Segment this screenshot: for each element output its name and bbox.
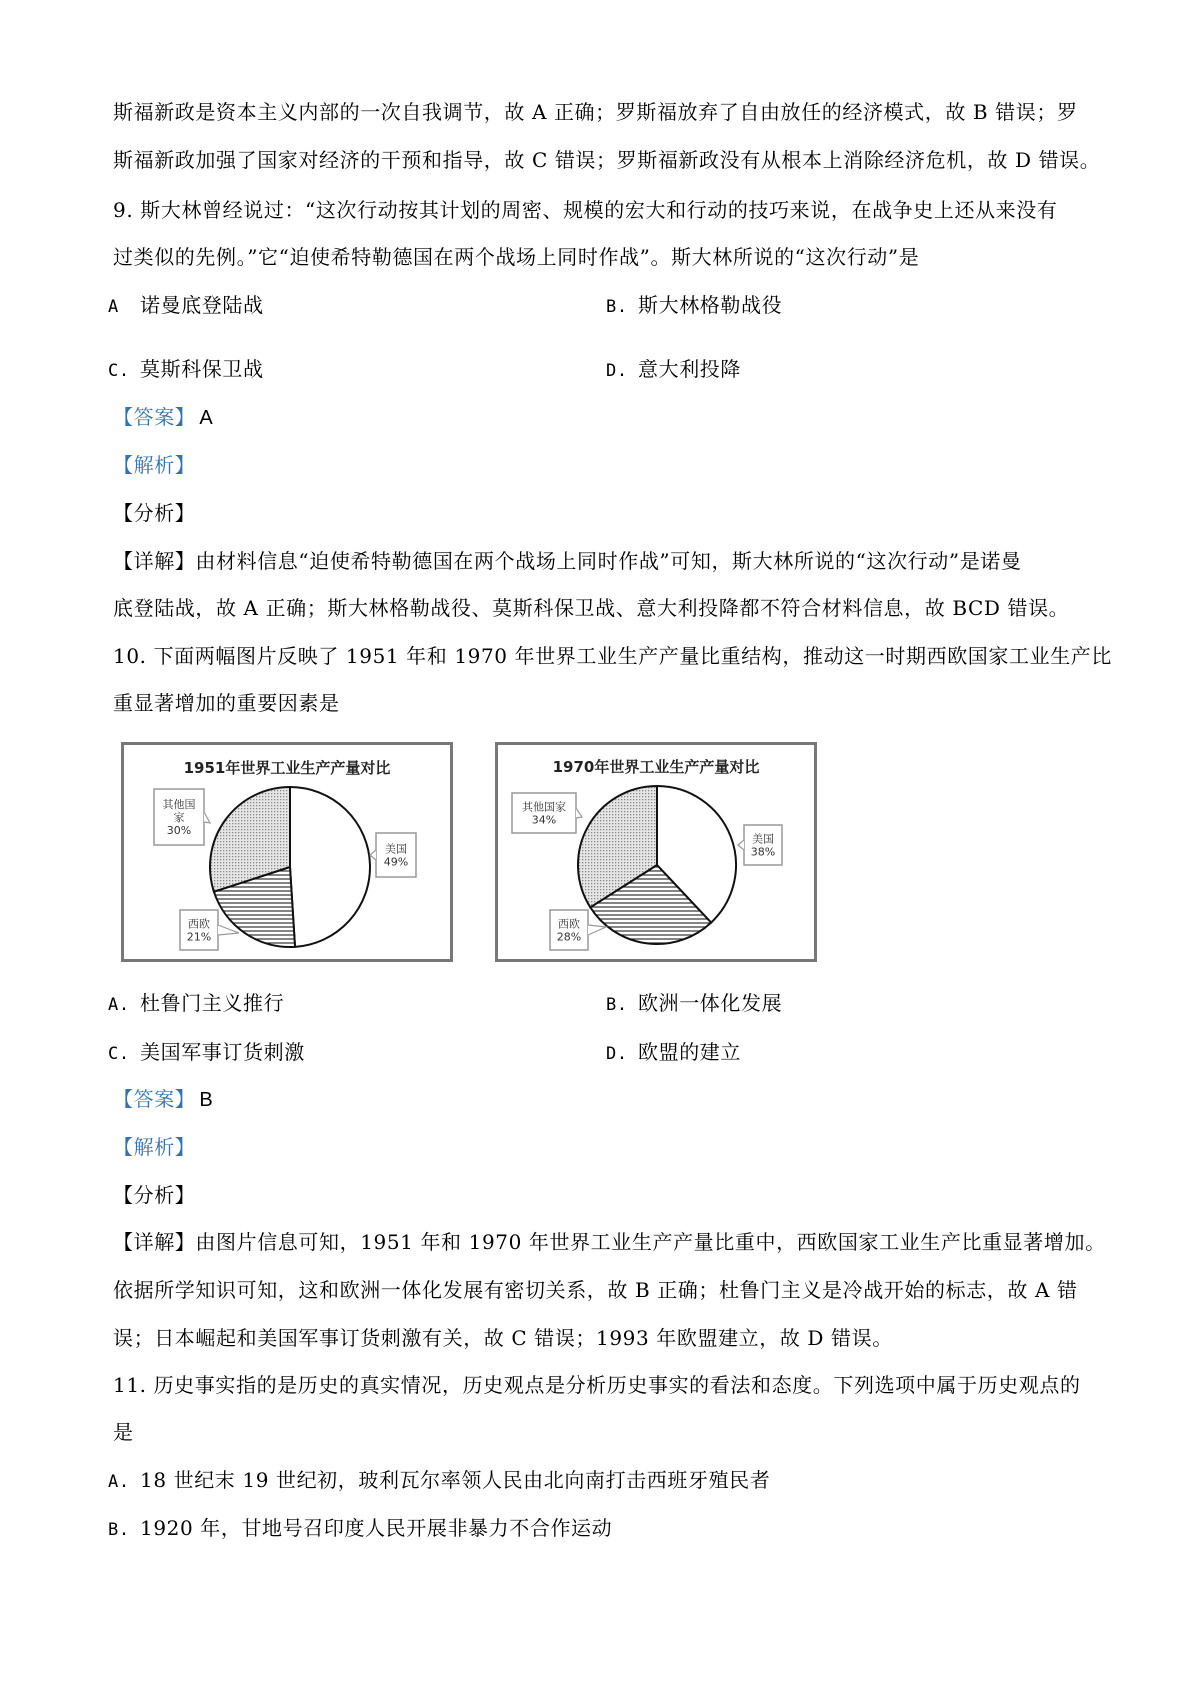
q9-fenxi-label: 【分析】 xyxy=(113,501,196,525)
callout-pointer xyxy=(588,925,606,935)
pie-data-label: 西欧 xyxy=(558,917,580,931)
q10-option-a xyxy=(108,989,284,1019)
q9-option-d xyxy=(606,355,741,385)
text-line: 斯福新政是资本主义内部的一次自我调节，故 A 正确；罗斯福放弃了自由放任的经济模式，故 B 错误；罗 xyxy=(113,100,1078,124)
q10-detail-cont: 依据所学知识可知，这和欧洲一体化发展有密切关系，故 B 正确；杜鲁门主义是冷战开始的标志，故 A 错 xyxy=(113,1278,1078,1302)
option-text: 欧盟的建立 xyxy=(638,1040,741,1064)
q9-option-c xyxy=(108,355,264,385)
answer-value: A xyxy=(199,407,214,429)
pie-data-label: 49% xyxy=(383,855,409,869)
question-11-stem: 11. 历史事实指的是历史的真实情况，历史观点是分析历史事实的看法和态度。下列选项中属于历史观点的 xyxy=(113,1373,1081,1397)
pie-chart-1951 xyxy=(121,742,453,962)
q10-detail-cont: 误；日本崛起和美国军事订货刺激有关，故 C 错误；1993 年欧盟建立，故 D 错误。 xyxy=(113,1326,893,1350)
option-text: 欧洲一体化发展 xyxy=(638,991,783,1015)
option-text: 1920 年，甘地号召印度人民开展非暴力不合作运动 xyxy=(140,1516,613,1540)
text-line: 斯福新政加强了国家对经济的干预和指导，故 C 错误；罗斯福新政没有从根本上消除经济危机，故 D 错误。 xyxy=(113,148,1101,172)
q9-detail xyxy=(113,547,1022,575)
pie-data-label: 34% xyxy=(531,813,557,827)
answer-label: 【答案】 xyxy=(113,405,196,429)
callout-pointer xyxy=(738,840,744,850)
pie-chart-1970 xyxy=(495,742,817,962)
q9-analysis-label: 【解析】 xyxy=(113,453,196,477)
option-text: 18 世纪末 19 世纪初，玻利瓦尔率领人民由北向南打击西班牙殖民者 xyxy=(140,1468,771,1492)
q11-option-a xyxy=(108,1466,770,1496)
q10-option-c xyxy=(108,1038,305,1068)
question-10-stem: 10. 下面两幅图片反映了 1951 年和 1970 年世界工业生产产量比重结构，推动这一时期西欧国家工业生产比 xyxy=(113,644,1112,668)
option-key: A. xyxy=(108,995,130,1015)
pie-data-label: 家 xyxy=(173,811,185,824)
detail-label: 【详解】 xyxy=(113,549,196,573)
q9-option-a xyxy=(108,291,264,321)
option-key: A. xyxy=(108,1472,130,1492)
option-key: B. xyxy=(108,1520,130,1540)
q10-option-b xyxy=(606,989,782,1019)
pie-data-label: 38% xyxy=(750,845,776,859)
detail-label: 【详解】 xyxy=(113,1230,196,1254)
pie-data-label: 21% xyxy=(186,930,212,944)
q10-detail xyxy=(113,1228,1106,1256)
answer-value: B xyxy=(199,1089,214,1111)
option-key: B. xyxy=(606,995,628,1015)
pie-data-label: 28% xyxy=(556,930,582,944)
pie-data-label: 其他国家 xyxy=(522,800,566,814)
option-key: B. xyxy=(606,297,628,317)
chart-title: 1951年世界工业生产产量对比 xyxy=(183,759,391,777)
option-text: 诺曼底登陆战 xyxy=(140,293,264,317)
pie-data-label: 西欧 xyxy=(188,917,210,931)
detail-text: 由材料信息“迫使希特勒德国在两个战场上同时作战”可知，斯大林所说的“这次行动”是诺曼 xyxy=(195,549,1022,573)
answer-label: 【答案】 xyxy=(113,1087,196,1111)
question-10-stem: 重显著增加的重要因素是 xyxy=(113,691,340,715)
option-text: 杜鲁门主义推行 xyxy=(140,991,285,1015)
callout-pointer xyxy=(576,808,582,818)
chart-title: 1970年世界工业生产产量对比 xyxy=(552,758,760,776)
q9-option-b xyxy=(606,291,782,321)
option-key: D. xyxy=(606,361,628,381)
option-key: D. xyxy=(606,1044,628,1064)
q11-option-b xyxy=(108,1514,612,1544)
option-key: A xyxy=(108,297,119,317)
pie-slice xyxy=(290,787,370,947)
pie-chart-svg xyxy=(124,745,450,959)
q10-option-d xyxy=(606,1038,741,1068)
pie-data-label: 其他国 xyxy=(162,798,196,811)
question-11-stem: 是 xyxy=(113,1420,134,1444)
option-key: C. xyxy=(108,361,130,381)
pie-data-label: 美国 xyxy=(385,842,407,856)
question-9-stem: 过类似的先例。”它“迫使希特勒德国在两个战场上同时作战”。斯大林所说的“这次行动”是 xyxy=(113,245,920,269)
question-9-stem: 9. 斯大林曾经说过：“这次行动按其计划的周密、规模的宏大和行动的技巧来说，在战争史上还从来没有 xyxy=(113,198,1058,222)
pie-data-label: 30% xyxy=(166,824,192,837)
callout-pointer xyxy=(370,850,376,860)
q9-answer xyxy=(113,403,213,432)
option-text: 斯大林格勒战役 xyxy=(638,293,783,317)
option-text: 意大利投降 xyxy=(638,357,741,381)
option-text: 美国军事订货刺激 xyxy=(140,1040,305,1064)
q10-analysis-label: 【解析】 xyxy=(113,1135,196,1159)
q10-fenxi-label: 【分析】 xyxy=(113,1183,196,1207)
callout-pointer xyxy=(204,812,210,823)
q9-detail-cont: 底登陆战，故 A 正确；斯大林格勒战役、莫斯科保卫战、意大利投降都不符合材料信息，故 BCD 错误。 xyxy=(113,596,1070,620)
pie-data-label: 美国 xyxy=(752,832,774,846)
q10-answer xyxy=(113,1085,213,1114)
pie-chart-svg xyxy=(498,745,814,959)
option-key: C. xyxy=(108,1044,130,1064)
option-text: 莫斯科保卫战 xyxy=(140,357,264,381)
detail-text: 由图片信息可知，1951 年和 1970 年世界工业生产产量比重中，西欧国家工业生产比重显著增加。 xyxy=(195,1230,1106,1254)
